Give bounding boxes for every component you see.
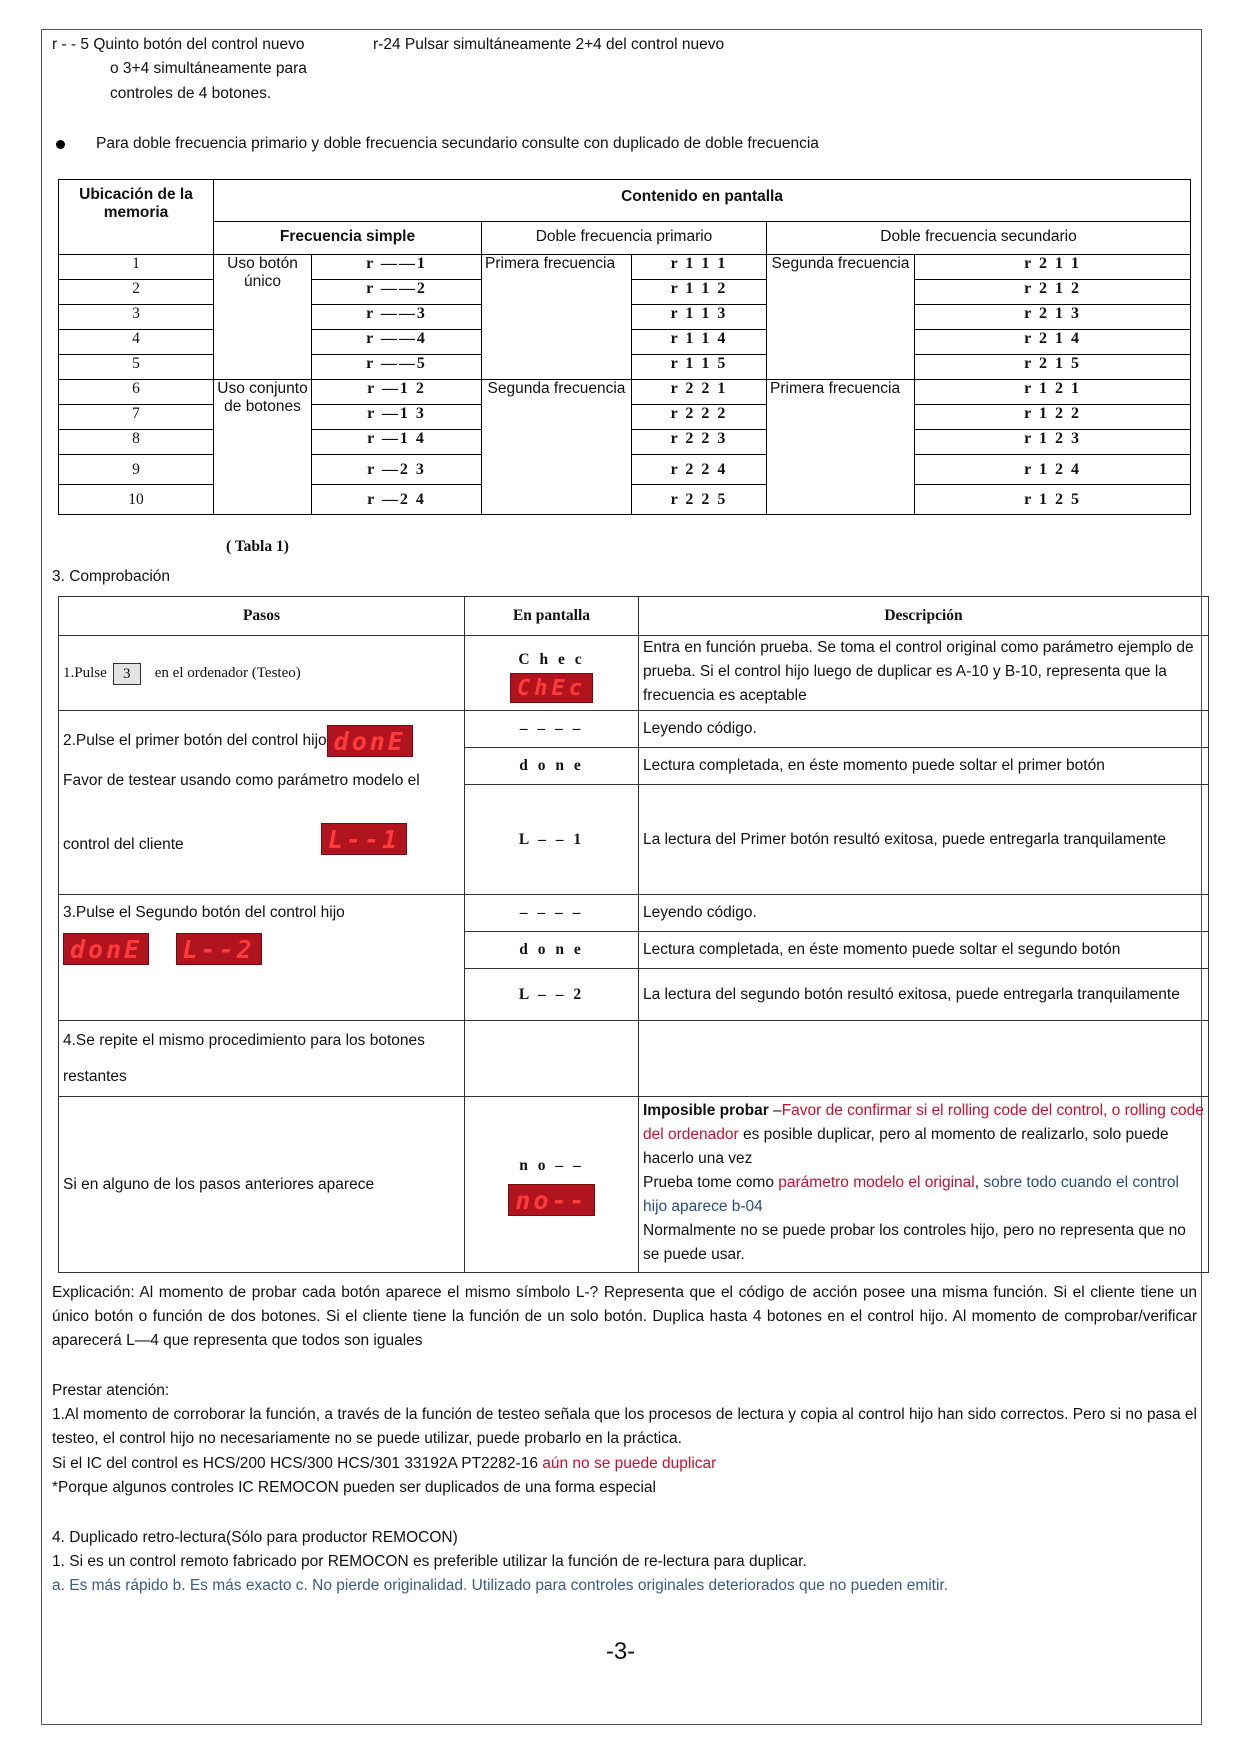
- code-secondary: r 2 1 4: [915, 330, 1191, 355]
- step-3-desc-3: La lectura del segundo botón resultó exitosa, puede entregarla tranquilamente: [639, 969, 1209, 1021]
- step-2-note-2: control del cliente: [63, 836, 184, 853]
- test-note: Prueba tome como: [643, 1174, 779, 1191]
- secondary-second: Segunda frecuencia: [767, 255, 915, 380]
- step-2-desc-3: La lectura del Primer botón resultó exitosa, puede entregarla tranquilamente: [639, 785, 1209, 895]
- code-secondary: r 2 1 5: [915, 355, 1191, 380]
- code-secondary: r 1 2 2: [915, 405, 1191, 430]
- step-3-text: 3.Pulse el Segundo botón del control hijo: [63, 904, 345, 921]
- header-steps: Pasos: [59, 597, 465, 636]
- header-display: En pantalla: [465, 597, 639, 636]
- code-secondary: r 2 1 1: [915, 255, 1191, 280]
- code-simple: r ——4: [312, 330, 482, 355]
- section-4-title: 4. Duplicado retro-lectura(Sólo para productor REMOCON): [52, 1529, 458, 1546]
- header-primary: Doble frecuencia primario: [482, 222, 767, 255]
- display-code: C h e c: [518, 651, 585, 668]
- step-1-desc: Entra en función prueba. Se toma el control original como parámetro ejemplo de prueba. Si el control hijo luego de duplicar es A-10 y B-10, representa que la frecuencia es aceptable: [639, 636, 1209, 711]
- led-done-2: donE: [63, 933, 149, 965]
- rolling-warning: Favor de confirmar si el rolling code del control, o rolling code del ordenador: [643, 1102, 1204, 1143]
- code-simple: r —1 3: [312, 405, 482, 430]
- code-primary: r 1 1 3: [632, 305, 767, 330]
- display-code: n o – –: [519, 1156, 584, 1174]
- section-3-title: 3. Comprobación: [52, 568, 171, 585]
- mem-num: 3: [59, 305, 214, 330]
- impossible-label: Imposible probar: [643, 1102, 769, 1119]
- step-4: 4.Se repite el mismo procedimiento para los botones restantes: [59, 1021, 465, 1097]
- step-2: [59, 711, 465, 895]
- original-param: parámetro modelo el original: [778, 1174, 975, 1191]
- code-simple: r —2 4: [312, 485, 482, 515]
- code-primary: r 1 1 1: [632, 255, 767, 280]
- code-simple: r —1 4: [312, 430, 482, 455]
- step-2-text: 2.Pulse el primer botón del control hijo: [63, 732, 327, 750]
- step-1-pre: 1.Pulse: [63, 665, 107, 681]
- step-1-display: [465, 636, 639, 711]
- r24-line: r-24 Pulsar simultáneamente 2+4 del control nuevo: [373, 36, 725, 53]
- memory-table: [58, 179, 1191, 515]
- mem-num: 9: [59, 455, 214, 485]
- step-2-note: Favor de testear usando como parámetro modelo el: [63, 772, 420, 789]
- header-description: Descripción: [639, 597, 1209, 636]
- step-3-desc-1: Leyendo código.: [639, 895, 1209, 932]
- mem-num: 8: [59, 430, 214, 455]
- step-5: Si en alguno de los pasos anteriores aparece: [59, 1097, 465, 1273]
- code-primary: r 2 2 3: [632, 430, 767, 455]
- header-simple: Frecuencia simple: [214, 222, 482, 255]
- led-chec: ChEc: [510, 673, 593, 703]
- section-4-p2: a. Es más rápido b. Es más exacto c. No pierde originalidad. Utilizado para controles originales deteriorados que no pueden emitir.: [52, 1577, 949, 1594]
- r5-line-2: o 3+4 simultáneamente para: [110, 60, 307, 77]
- ic-list: Si el IC del control es HCS/200 HCS/300 HCS/301 33192A PT2282-16: [52, 1455, 543, 1472]
- normal-note: Normalmente no se puede probar los controles hijo, pero no representa que no se puede usar.: [643, 1222, 1186, 1263]
- attention-p3: *Porque algunos controles IC REMOCON pueden ser duplicados de una forma especial: [52, 1479, 656, 1496]
- code-secondary: r 1 2 4: [915, 455, 1191, 485]
- code-primary: r 2 2 5: [632, 485, 767, 515]
- comma: ,: [974, 1174, 984, 1191]
- step-5-desc: [639, 1097, 1209, 1273]
- step-3: [59, 895, 465, 1021]
- led-done: donE: [327, 725, 413, 757]
- r5-line-3: controles de 4 botones.: [110, 85, 272, 102]
- bullet-dot: [56, 140, 65, 149]
- step-1: [59, 636, 465, 711]
- code-simple: r ——3: [312, 305, 482, 330]
- led-l1: L--1: [321, 823, 407, 855]
- group-conjunto: Uso conjunto de botones: [214, 380, 312, 515]
- not-duplicable: aún no se puede duplicar: [542, 1455, 717, 1472]
- code-secondary: r 1 2 1: [915, 380, 1191, 405]
- mem-num: 6: [59, 380, 214, 405]
- code-primary: r 2 2 4: [632, 455, 767, 485]
- step-3-desc-2: Lectura completada, en éste momento puede soltar el segundo botón: [639, 932, 1209, 969]
- led-no: no--: [508, 1184, 594, 1216]
- mem-num: 7: [59, 405, 214, 430]
- explanation: Explicación: Al momento de probar cada botón aparece el mismo símbolo L-? Representa que el código de acción posee una misma función. Si el cliente tiene un único botón o función de dos botones. Si el cliente tiene la función de un solo botón. Duplica hasta 4 botones en el control hijo. Al momento de comprobar/verificar aparecerá L—4 que representa que todos son iguales: [52, 1284, 1197, 1349]
- code-simple: r —2 3: [312, 455, 482, 485]
- code-primary: r 2 2 2: [632, 405, 767, 430]
- step-1-post: en el ordenador (Testeo): [154, 665, 301, 681]
- step-2-desc-2: Lectura completada, en éste momento puede soltar el primer botón: [639, 748, 1209, 785]
- header-location: Ubicación de la memoria: [59, 180, 214, 255]
- group-unico: Uso botón único: [214, 255, 312, 380]
- mem-num: 2: [59, 280, 214, 305]
- code-simple: r ——2: [312, 280, 482, 305]
- mem-num: 5: [59, 355, 214, 380]
- header-content: Contenido en pantalla: [214, 180, 1191, 222]
- led-l2: L--2: [176, 933, 262, 965]
- code-simple: r ——1: [312, 255, 482, 280]
- step-2-desc-1: Leyendo código.: [639, 711, 1209, 748]
- attention-p2: [52, 1452, 716, 1476]
- table-caption: ( Tabla 1): [226, 538, 289, 555]
- step-3-display-1: – – – –: [465, 895, 639, 932]
- step-3-display-3: L – – 2: [465, 969, 639, 1021]
- step-5-display: [465, 1097, 639, 1273]
- code-simple: r —1 2: [312, 380, 482, 405]
- code-primary: r 1 1 4: [632, 330, 767, 355]
- mem-num: 10: [59, 485, 214, 515]
- dash: –: [768, 1102, 782, 1119]
- code-secondary: r 2 1 3: [915, 305, 1191, 330]
- mem-num: 4: [59, 330, 214, 355]
- code-secondary: r 2 1 2: [915, 280, 1191, 305]
- secondary-first: Primera frecuencia: [767, 380, 915, 515]
- r5-line-1: r - - 5 Quinto botón del control nuevo: [52, 36, 305, 53]
- key-3: 3: [113, 663, 141, 685]
- attention-title: Prestar atención:: [52, 1382, 170, 1399]
- code-primary: r 1 1 2: [632, 280, 767, 305]
- step-2-display-2: d o n e: [465, 748, 639, 785]
- code-primary: r 2 2 1: [632, 380, 767, 405]
- code-simple: r ——5: [312, 355, 482, 380]
- once-note: es posible duplicar, pero al momento de realizarlo, solo puede hacerlo una vez: [643, 1126, 1169, 1167]
- step-4-desc: [639, 1021, 1209, 1097]
- code-secondary: r 1 2 5: [915, 485, 1191, 515]
- step-4-display: [465, 1021, 639, 1097]
- page-number: -3-: [605, 1638, 636, 1665]
- section-4-p1: 1. Si es un control remoto fabricado por REMOCON es preferible utilizar la función de re-lectura para duplicar.: [52, 1553, 807, 1570]
- step-2-display-3: L – – 1: [465, 785, 639, 895]
- primary-second: Segunda frecuencia: [482, 380, 632, 515]
- testing-table: [58, 596, 1209, 1273]
- step-3-display-2: d o n e: [465, 932, 639, 969]
- step-2-display-1: – – – –: [465, 711, 639, 748]
- mem-num: 1: [59, 255, 214, 280]
- attention-p1: 1.Al momento de corroborar la función, a través de la función de testeo señala que los procesos de lectura y copia al control hijo han sido correctos. Pero si no pasa el testeo, el control hijo no necesariamente no se puede utilizar, puede probarlo en la práctica.: [52, 1406, 1197, 1447]
- primary-first: Primera frecuencia: [482, 255, 632, 380]
- bullet-text: Para doble frecuencia primario y doble frecuencia secundario consulte con duplicado de doble frecuencia: [96, 135, 819, 152]
- header-secondary: Doble frecuencia secundario: [767, 222, 1191, 255]
- code-secondary: r 1 2 3: [915, 430, 1191, 455]
- b04-note: sobre todo cuando el control hijo aparece b-04: [643, 1174, 1179, 1215]
- code-primary: r 1 1 5: [632, 355, 767, 380]
